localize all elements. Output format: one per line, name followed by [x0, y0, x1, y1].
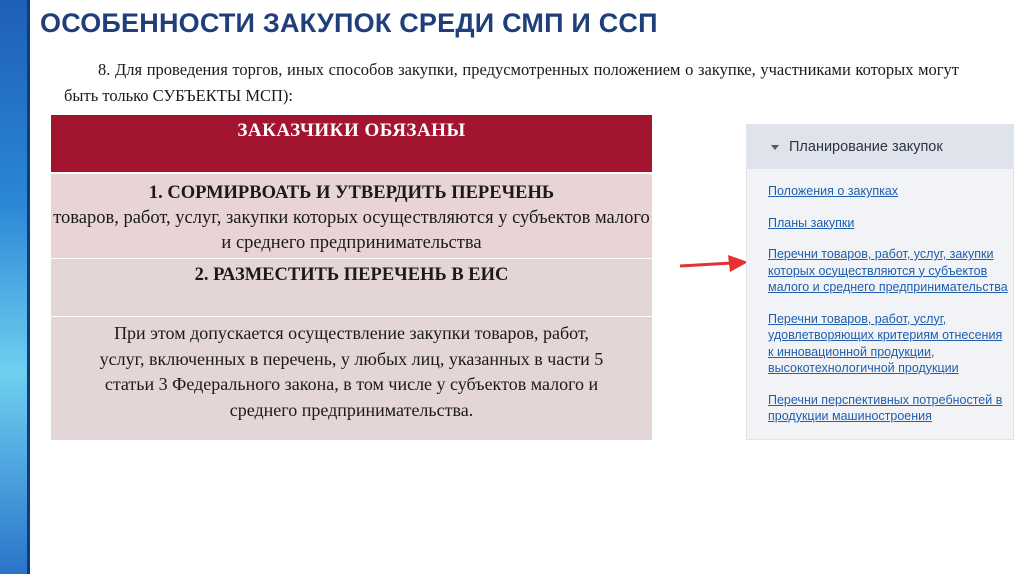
slide-title: ОСОБЕННОСТИ ЗАКУПОК СРЕДИ СМП И ССП	[40, 8, 658, 38]
obligation-item-1	[51, 174, 652, 258]
panel-header[interactable]	[747, 125, 1013, 169]
left-accent-edge	[27, 0, 30, 574]
panel-title: Планирование закупок	[789, 139, 943, 155]
obligation-item-2: 2. РАЗМЕСТИТЬ ПЕРЕЧЕНЬ В ЕИС	[51, 259, 652, 316]
obligation-item-1-title: 1. СОРМИРВОАТЬ И УТВЕРДИТЬ ПЕРЕЧЕНЬ	[148, 183, 555, 203]
obligation-item-1-body: товаров, работ, услуг, закупки которых осуществляются у субъектов малого и среднего предпринимательства	[53, 208, 650, 253]
chevron-down-icon[interactable]	[771, 145, 779, 150]
link-sme-goods-lists[interactable]: Перечни товаров, работ, услуг, закупки которых осуществляются у субъектов малого и среднего предпринимательства	[768, 247, 1008, 294]
arrow-right-icon	[680, 253, 750, 277]
link-innovative-goods-lists[interactable]: Перечни товаров, работ, услуг, удовлетворяющих критериям отнесения к инновационной продукции, высокотехнологичной продукции	[768, 311, 1003, 375]
left-accent-bar	[0, 0, 27, 574]
intro-paragraph: 8. Для проведения торгов, иных способов закупки, предусмотренных положением о закупке, участниками которых могут быть только СУБЪЕКТЫ МСП):	[64, 60, 959, 105]
procurement-planning-panel	[746, 124, 1014, 440]
obligations-header: ЗАКАЗЧИКИ ОБЯЗАНЫ	[51, 115, 652, 172]
panel-links	[768, 183, 1008, 440]
link-machinery-needs-lists[interactable]: Перечни перспективных потребностей в продукции машиностроения	[768, 392, 1003, 423]
note-block: При этом допускается осуществление закупки товаров, работ, услуг, включенных в перечень, у любых лиц, указанных в части 5 статьи 3 Федерального закона, в том числе у субъектов малого и среднего предпринимательства.	[51, 317, 652, 440]
link-procurement-regulations[interactable]: Положения о закупках	[768, 184, 899, 198]
link-procurement-plans[interactable]: Планы закупки	[768, 215, 855, 230]
